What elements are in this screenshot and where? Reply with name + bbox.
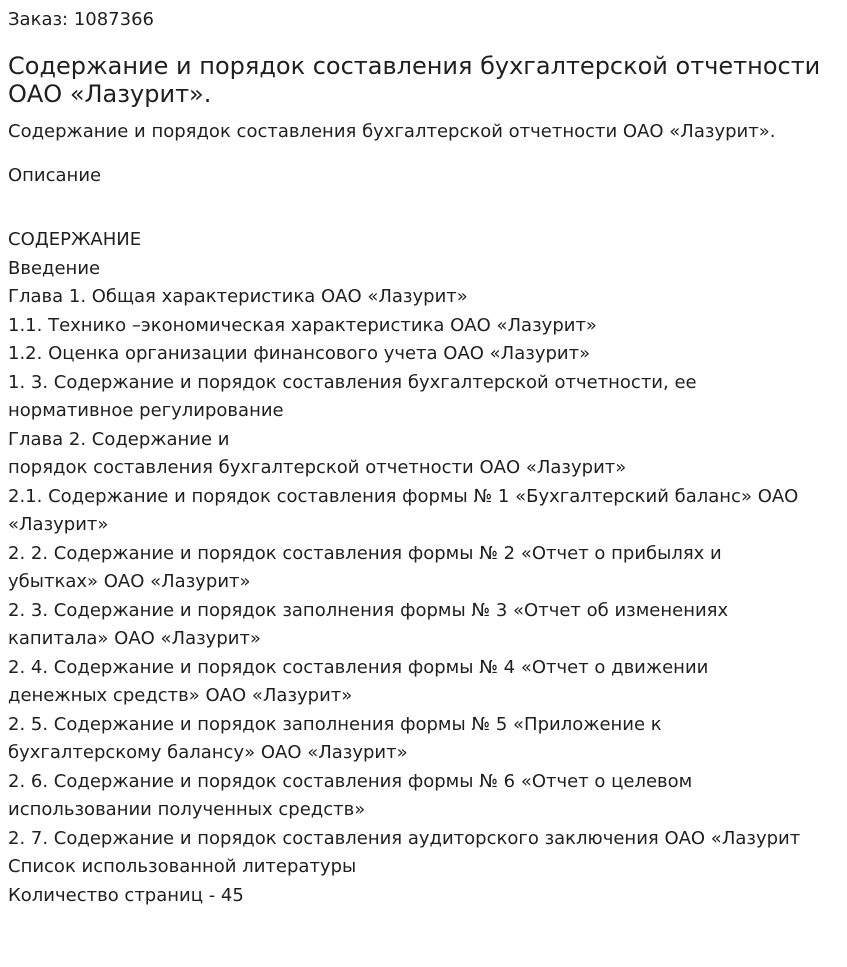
order-number: Заказ: 1087366 [8,9,154,30]
toc-item: Глава 1. Общая характеристика ОАО «Лазурит» [8,286,468,307]
toc-item: Введение [8,257,101,279]
document-subtitle: Содержание и порядок составления бухгалтерской отчетности ОАО «Лазурит». [8,121,776,142]
toc-item: 2. 4. Содержание и порядок составления формы № 4 «Отчет о движении денежных средств» ОАО «Лазурит» [8,656,709,706]
toc-item: Глава 2. Содержание и [8,428,230,450]
toc-item: 2. 7. Содержание и порядок составления аудиторского заключения ОАО «Лазурит [8,827,801,849]
toc-item: 2. 3. Содержание и порядок заполнения формы № 3 «Отчет об изменениях капитала» ОАО «Лазурит» [8,599,729,649]
description-label: Описание [8,165,102,186]
toc-item: Список использованной литературы [8,856,357,877]
page-count: Количество страниц - 45 [8,884,244,906]
toc-item: 1. 3. Содержание и порядок составления бухгалтерской отчетности, ее нормативное регулирование [8,371,697,421]
toc-item: 2. 5. Содержание и порядок заполнения формы № 5 «Приложение к бухгалтерскому балансу» ОАО «Лазурит» [8,713,662,763]
table-of-contents [8,226,808,882]
toc-item: 1.1. Технико –экономическая характеристика ОАО «Лазурит» [8,314,597,336]
toc-item: 1.2. Оценка организации финансового учета ОАО «Лазурит» [8,343,591,364]
toc-item: 2. 6. Содержание и порядок составления формы № 6 «Отчет о целевом использовании полученных средств» [8,770,693,820]
toc-item: 2.1. Содержание и порядок составления формы № 1 «Бухгалтерский баланс» ОАО «Лазурит» [8,485,799,535]
toc-item: 2. 2. Содержание и порядок составления формы № 2 «Отчет о прибылях и убытках» ОАО «Лазурит» [8,542,722,592]
toc-heading: СОДЕРЖАНИЕ [8,229,142,250]
toc-item: порядок составления бухгалтерской отчетности ОАО «Лазурит» [8,457,627,478]
document-title: Содержание и порядок составления бухгалтерской отчетности ОАО «Лазурит». [8,52,821,108]
